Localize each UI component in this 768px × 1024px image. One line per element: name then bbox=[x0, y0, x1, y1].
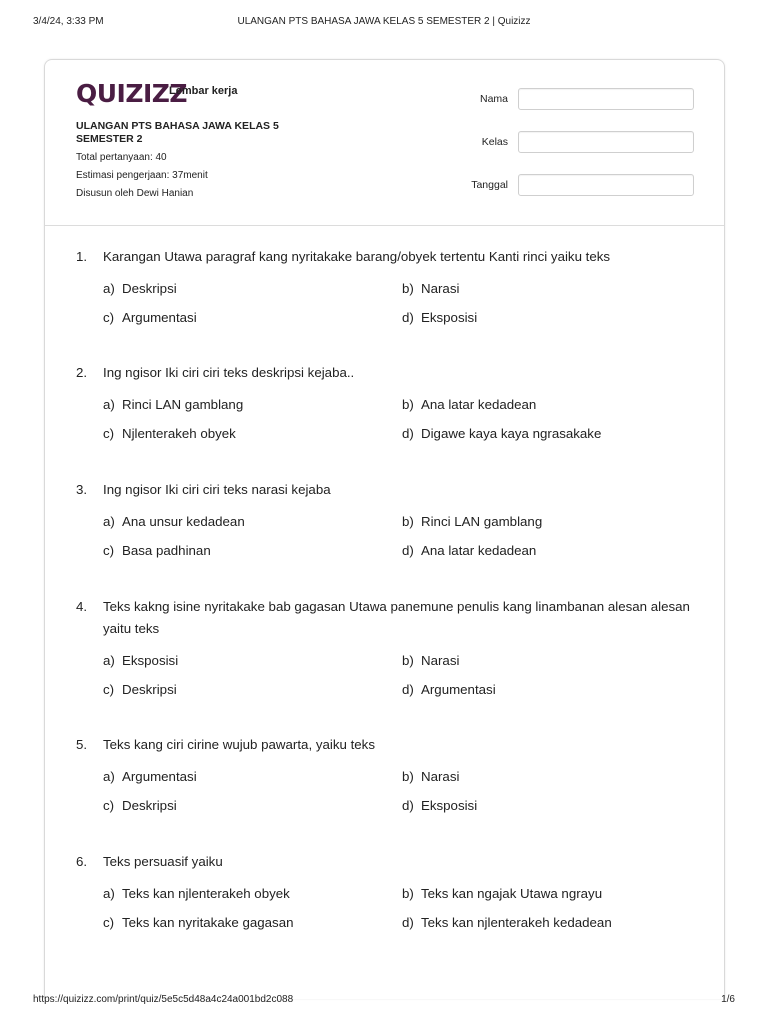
option-text: Njlenterakeh obyek bbox=[122, 426, 236, 441]
option-b bbox=[402, 769, 459, 785]
option-letter: d) bbox=[402, 682, 414, 697]
question-number: 2. bbox=[76, 365, 88, 380]
date-label: Tanggal bbox=[471, 179, 508, 191]
option-text: Ana latar kedadean bbox=[421, 543, 537, 558]
option-c bbox=[103, 682, 177, 698]
question-item bbox=[76, 362, 694, 441]
option-d bbox=[402, 310, 477, 326]
option-letter: a) bbox=[103, 653, 115, 668]
question-text: Karangan Utawa paragraf kang nyritakake barang/obyek tertentu Kanti rinci yaiku teks bbox=[103, 249, 611, 264]
author-line: Disusun oleh Dewi Hanian bbox=[76, 188, 194, 199]
question-number: 3. bbox=[76, 482, 88, 497]
option-text: Teks kan njlenterakeh obyek bbox=[122, 886, 290, 901]
option-d bbox=[402, 798, 477, 814]
option-letter: b) bbox=[402, 397, 414, 412]
question-number: 6. bbox=[76, 854, 88, 869]
name-label: Nama bbox=[479, 93, 508, 105]
question-item bbox=[76, 596, 694, 697]
option-letter: c) bbox=[103, 426, 115, 441]
question-text: Teks persuasif yaiku bbox=[103, 854, 223, 869]
option-b bbox=[402, 281, 459, 297]
option-letter: a) bbox=[103, 514, 115, 529]
print-date: 3/4/24, 3:33 PM bbox=[33, 16, 104, 27]
option-text: Ana latar kedadean bbox=[421, 397, 537, 412]
worksheet-type-label: Lembar kerja bbox=[169, 85, 238, 97]
time-estimate: Estimasi pengerjaan: 37menit bbox=[76, 170, 208, 181]
option-d bbox=[402, 682, 496, 698]
option-letter: d) bbox=[402, 310, 414, 325]
option-text: Narasi bbox=[421, 769, 460, 784]
name-field[interactable] bbox=[518, 88, 694, 110]
option-c bbox=[103, 426, 236, 442]
question-number: 5. bbox=[76, 737, 88, 752]
option-letter: a) bbox=[103, 886, 115, 901]
print-header bbox=[33, 16, 735, 30]
option-letter: b) bbox=[402, 281, 414, 296]
option-text: Teks kan njlenterakeh kedadean bbox=[421, 915, 612, 930]
option-letter: c) bbox=[103, 543, 115, 558]
option-text: Argumentasi bbox=[122, 769, 197, 784]
option-text: Ana unsur kedadean bbox=[122, 514, 245, 529]
question-item bbox=[76, 851, 694, 930]
option-d bbox=[402, 915, 612, 931]
option-text: Rinci LAN gamblang bbox=[122, 397, 244, 412]
print-title: ULANGAN PTS BAHASA JAWA KELAS 5 SEMESTER 2 | Quizizz bbox=[237, 16, 531, 27]
option-d bbox=[402, 426, 601, 442]
option-c bbox=[103, 310, 197, 326]
option-text: Deskripsi bbox=[122, 281, 177, 296]
option-c bbox=[103, 543, 211, 559]
option-text: Argumentasi bbox=[421, 682, 496, 697]
option-b bbox=[402, 397, 536, 413]
option-text: Basa padhinan bbox=[122, 543, 211, 558]
question-text: Ing ngisor Iki ciri ciri teks narasi kejaba bbox=[103, 482, 331, 497]
option-letter: d) bbox=[402, 798, 414, 813]
option-letter: c) bbox=[103, 915, 115, 930]
question-text: Teks kakng isine nyritakake bab gagasan Utawa panemune penulis kang linambanan alesan alesan yaitu teks bbox=[103, 599, 690, 636]
option-text: Narasi bbox=[421, 653, 460, 668]
worksheet-header bbox=[45, 60, 724, 226]
option-text: Narasi bbox=[421, 281, 460, 296]
option-a bbox=[103, 514, 245, 530]
question-text: Ing ngisor Iki ciri ciri teks deskripsi kejaba.. bbox=[103, 365, 355, 380]
option-letter: c) bbox=[103, 682, 115, 697]
option-text: Eksposisi bbox=[421, 798, 478, 813]
option-b bbox=[402, 653, 459, 669]
worksheet bbox=[44, 59, 725, 999]
option-letter: a) bbox=[103, 397, 115, 412]
question-text: Teks kang ciri cirine wujub pawarta, yaiku teks bbox=[103, 737, 375, 752]
option-a bbox=[103, 281, 177, 297]
option-text: Deskripsi bbox=[122, 682, 177, 697]
option-a bbox=[103, 886, 290, 902]
option-letter: d) bbox=[402, 426, 414, 441]
option-text: Teks kan nyritakake gagasan bbox=[122, 915, 294, 930]
question-number: 4. bbox=[76, 599, 88, 614]
question-item bbox=[76, 734, 694, 813]
option-c bbox=[103, 798, 177, 814]
option-b bbox=[402, 514, 542, 530]
print-url: https://quizizz.com/print/quiz/5e5c5d48a4c24a001bd2c088 bbox=[33, 994, 294, 1005]
question-number: 1. bbox=[76, 249, 88, 264]
option-b bbox=[402, 886, 602, 902]
option-letter: d) bbox=[402, 543, 414, 558]
option-letter: b) bbox=[402, 886, 414, 901]
option-letter: b) bbox=[402, 653, 414, 668]
option-d bbox=[402, 543, 536, 559]
logo-wordmark: QUIZIZZ bbox=[76, 79, 188, 108]
date-field[interactable] bbox=[518, 174, 694, 196]
print-footer bbox=[33, 994, 735, 1008]
option-a bbox=[103, 769, 197, 785]
class-field[interactable] bbox=[518, 131, 694, 153]
option-text: Digawe kaya kaya ngrasakake bbox=[421, 426, 602, 441]
option-text: Deskripsi bbox=[122, 798, 177, 813]
question-item bbox=[76, 246, 694, 325]
option-letter: a) bbox=[103, 281, 115, 296]
option-a bbox=[103, 653, 178, 669]
page-number: 1/6 bbox=[721, 994, 735, 1005]
option-a bbox=[103, 397, 243, 413]
option-text: Rinci LAN gamblang bbox=[421, 514, 543, 529]
class-label: Kelas bbox=[481, 136, 508, 148]
option-text: Argumentasi bbox=[122, 310, 197, 325]
question-item bbox=[76, 479, 694, 558]
option-letter: c) bbox=[103, 310, 115, 325]
option-letter: b) bbox=[402, 514, 414, 529]
option-letter: a) bbox=[103, 769, 115, 784]
quiz-title: ULANGAN PTS BAHASA JAWA KELAS 5 SEMESTER 2 bbox=[76, 120, 279, 145]
option-c bbox=[103, 915, 293, 931]
total-questions: Total pertanyaan: 40 bbox=[76, 152, 167, 163]
option-letter: c) bbox=[103, 798, 115, 813]
option-text: Eksposisi bbox=[122, 653, 179, 668]
option-letter: d) bbox=[402, 915, 414, 930]
option-letter: b) bbox=[402, 769, 414, 784]
option-text: Eksposisi bbox=[421, 310, 478, 325]
option-text: Teks kan ngajak Utawa ngrayu bbox=[421, 886, 603, 901]
